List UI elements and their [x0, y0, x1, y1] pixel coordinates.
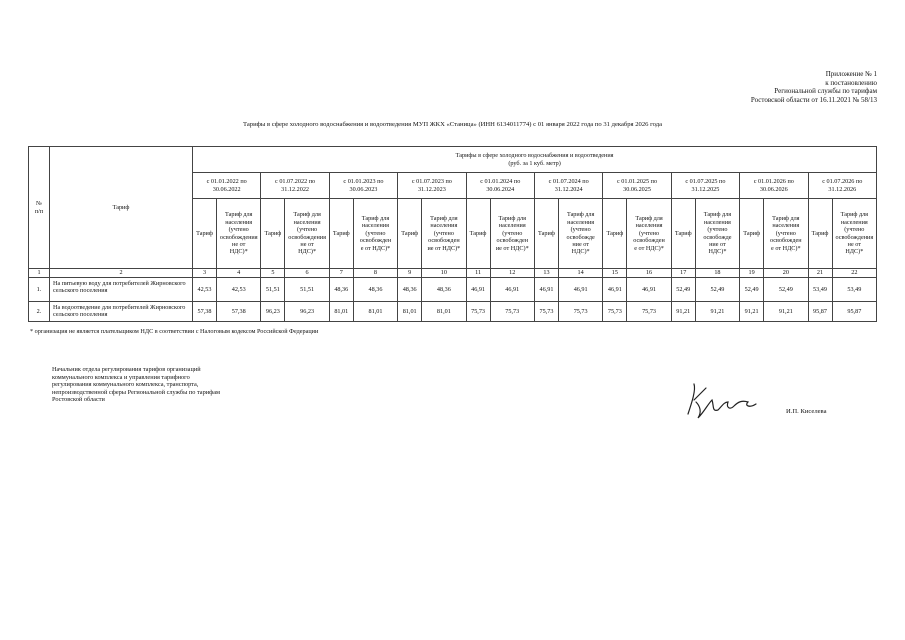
subheader-tariff: Тариф [671, 199, 695, 269]
period-header: с 01.01.2026 по 30.06.2026 [740, 173, 808, 199]
column-number: 16 [627, 269, 671, 278]
tariff-value: 52,49 [671, 278, 695, 302]
footnote: * организация не является плательщиком НДС в соответствии с Налоговым кодексом Российской Федерации [30, 328, 319, 335]
tariff-value: 91,21 [764, 302, 808, 322]
appendix-block [751, 70, 877, 104]
header-number: № п/п [29, 147, 50, 269]
tariff-value: 46,91 [466, 278, 490, 302]
tariff-value: 51,51 [285, 278, 329, 302]
column-number: 4 [217, 269, 261, 278]
column-number: 7 [329, 269, 353, 278]
tariff-value: 75,73 [490, 302, 534, 322]
column-number: 19 [740, 269, 764, 278]
column-number: 1 [29, 269, 50, 278]
tariff-value: 75,73 [627, 302, 671, 322]
subheader-population-tariff: Тариф для населения (учтено освобождения не от НДС)* [285, 199, 329, 269]
header-row-main [29, 147, 877, 173]
tariff-value: 42,53 [193, 278, 217, 302]
tariff-value: 46,91 [490, 278, 534, 302]
tariff-value: 91,21 [671, 302, 695, 322]
tariff-value: 51,51 [261, 278, 285, 302]
subheader-population-tariff: Тариф для населения (учтено освобожден е от НДС)* [764, 199, 808, 269]
tariff-value: 46,91 [603, 278, 627, 302]
tariff-value: 52,49 [695, 278, 739, 302]
tariff-value: 81,01 [329, 302, 353, 322]
subheader-tariff: Тариф [534, 199, 558, 269]
column-number: 8 [353, 269, 397, 278]
header-tariff: Тариф [50, 147, 193, 269]
tariff-value: 95,87 [808, 302, 832, 322]
tariff-value: 91,21 [740, 302, 764, 322]
appendix-line-1: Приложение № 1 [825, 70, 877, 78]
tariff-value: 48,36 [398, 278, 422, 302]
appendix-line-2: к постановлению [825, 78, 877, 87]
subheader-tariff: Тариф [466, 199, 490, 269]
column-number: 18 [695, 269, 739, 278]
subheader-tariff: Тариф [740, 199, 764, 269]
handwritten-signature [678, 378, 770, 427]
document-title: Тарифы в сфере холодного водоснабжения и водоотведения МУП ЖКХ «Станица» (ИНН 6134011774) с 01 января 2022 года по 31 декабря 2026 года [242, 121, 662, 128]
subheader-tariff: Тариф [398, 199, 422, 269]
tariff-table [28, 146, 877, 322]
column-number: 14 [558, 269, 602, 278]
subheader-population-tariff: Тариф для населения (учтено освобожде ние от НДС)* [695, 199, 739, 269]
header-main: Тарифы в сфере холодного водоснабжения и водоотведения (руб. за 1 куб. метр) [193, 147, 877, 173]
column-number: 9 [398, 269, 422, 278]
tariff-value: 81,01 [353, 302, 397, 322]
tariff-value: 52,49 [764, 278, 808, 302]
tariff-value: 75,73 [558, 302, 602, 322]
subheader-population-tariff: Тариф для населения (учтено освобожден ие от НДС)* [422, 199, 466, 269]
tariff-value: 53,49 [832, 278, 877, 302]
period-header: с 01.07.2025 по 31.12.2025 [671, 173, 739, 199]
column-number: 11 [466, 269, 490, 278]
column-number: 2 [50, 269, 193, 278]
tariff-value: 57,38 [193, 302, 217, 322]
table-row [29, 278, 877, 302]
table-row [29, 302, 877, 322]
subheader-population-tariff: Тариф для населения (учтено освобождения не от НДС)* [217, 199, 261, 269]
column-number: 13 [534, 269, 558, 278]
column-number: 22 [832, 269, 877, 278]
tariff-value: 96,23 [261, 302, 285, 322]
subheader-population-tariff: Тариф для населения (учтено освобождения не от НДС)* [832, 199, 877, 269]
tariff-value: 81,01 [398, 302, 422, 322]
tariff-value: 96,23 [285, 302, 329, 322]
subheader-tariff: Тариф [261, 199, 285, 269]
period-header: с 01.01.2024 по 30.06.2024 [466, 173, 534, 199]
tariff-value: 57,38 [217, 302, 261, 322]
column-number: 10 [422, 269, 466, 278]
tariff-value: 81,01 [422, 302, 466, 322]
subheader-population-tariff: Тариф для населения (учтено освобожден е от НДС)* [353, 199, 397, 269]
period-header: с 01.07.2023 по 31.12.2023 [398, 173, 466, 199]
subheader-tariff: Тариф [808, 199, 832, 269]
tariff-value: 53,49 [808, 278, 832, 302]
tariff-value: 42,53 [217, 278, 261, 302]
column-number: 21 [808, 269, 832, 278]
column-number: 20 [764, 269, 808, 278]
signer-name: И.П. Киселева [786, 408, 827, 415]
subheader-tariff: Тариф [193, 199, 217, 269]
tariff-value: 48,36 [353, 278, 397, 302]
tariff-value: 91,21 [695, 302, 739, 322]
column-number: 15 [603, 269, 627, 278]
period-header: с 01.01.2025 по 30.06.2025 [603, 173, 671, 199]
tariff-value: 75,73 [466, 302, 490, 322]
period-header: с 01.07.2024 по 31.12.2024 [534, 173, 602, 199]
column-number-row [29, 269, 877, 278]
tariff-value: 75,73 [603, 302, 627, 322]
column-number: 12 [490, 269, 534, 278]
tariff-value: 52,49 [740, 278, 764, 302]
tariff-value: 46,91 [534, 278, 558, 302]
row-number: 2. [29, 302, 50, 322]
tariff-value: 48,36 [422, 278, 466, 302]
row-number: 1. [29, 278, 50, 302]
tariff-value: 75,73 [534, 302, 558, 322]
chief-position: Начальник отдела регулирования тарифов организаций коммунального комплекса и управления тарифного регулирования коммунального комплекса, транспорта, непроизводственной сферы Региональной службы по тарифам Ростовской области [52, 366, 220, 404]
period-header: с 01.01.2022 по 30.06.2022 [193, 173, 261, 199]
column-number: 17 [671, 269, 695, 278]
subheader-population-tariff: Тариф для населения (учтено освобожден е от НДС)* [627, 199, 671, 269]
appendix-line-3: Региональной службы по тарифам [774, 87, 877, 96]
row-name: На водоотведение для потребителей Жирновского сельского поселения [50, 302, 193, 322]
period-header: с 01.07.2026 по 31.12.2026 [808, 173, 877, 199]
tariff-value: 46,91 [558, 278, 602, 302]
tariff-value: 95,87 [832, 302, 877, 322]
row-name: На питьевую воду для потребителей Жирновского сельского поселения [50, 278, 193, 302]
appendix-line-4: Ростовской области от 16.11.2021 № 58/13 [750, 95, 877, 104]
column-number: 5 [261, 269, 285, 278]
period-header: с 01.07.2022 по 31.12.2022 [261, 173, 329, 199]
tariff-value: 48,36 [329, 278, 353, 302]
subheader-population-tariff: Тариф для населения (учтено освобожде ние от НДС)* [558, 199, 602, 269]
subheader-tariff: Тариф [329, 199, 353, 269]
tariff-value: 46,91 [627, 278, 671, 302]
subheader-population-tariff: Тариф для населения (учтено освобожден ие от НДС)* [490, 199, 534, 269]
column-number: 3 [193, 269, 217, 278]
column-number: 6 [285, 269, 329, 278]
period-header: с 01.01.2023 по 30.06.2023 [329, 173, 397, 199]
subheader-tariff: Тариф [603, 199, 627, 269]
